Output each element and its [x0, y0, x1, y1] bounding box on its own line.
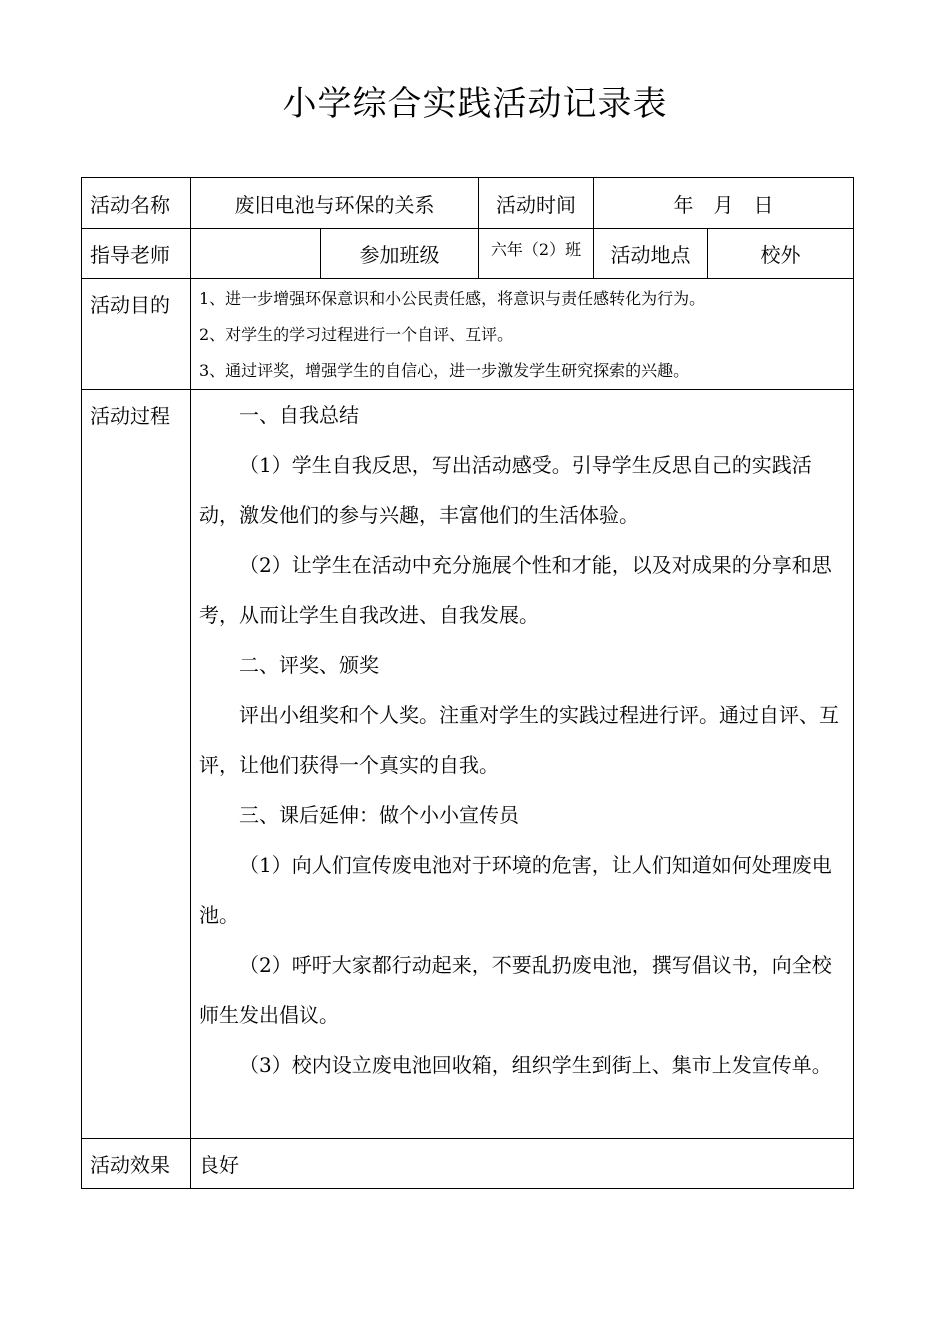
- process-content: [191, 390, 854, 1139]
- table-row: [82, 390, 854, 1139]
- effect-value: 良好: [191, 1139, 854, 1189]
- table-row: [82, 178, 854, 229]
- table-row: [82, 229, 854, 279]
- process-heading: 二、评奖、颁奖: [239, 653, 379, 677]
- table-row: [82, 279, 854, 390]
- class-value: 六年（2）班: [479, 229, 594, 279]
- teacher-value: [191, 229, 321, 279]
- location-value: 校外: [708, 229, 854, 279]
- activity-time-value: 年 月 日: [594, 178, 854, 229]
- process-paragraph: （1）学生自我反思，写出活动感受。引导学生反思自己的实践活动，激发他们的参与兴趣，丰富他们的生活体验。: [199, 453, 812, 527]
- process-label: 活动过程: [82, 390, 191, 1139]
- purpose-label: 活动目的: [82, 279, 191, 390]
- purpose-content: [191, 279, 854, 390]
- process-heading: 一、自我总结: [239, 403, 359, 427]
- process-paragraph: （1）向人们宣传废电池对于环境的危害，让人们知道如何处理废电池。: [199, 853, 832, 927]
- teacher-label: 指导老师: [82, 229, 191, 279]
- purpose-item: 1、进一步增强环保意识和小公民责任感，将意识与责任感转化为行为。: [199, 289, 706, 308]
- activity-name-value: 废旧电池与环保的关系: [191, 178, 479, 229]
- activity-time-label: 活动时间: [479, 178, 594, 229]
- process-paragraph: （3）校内设立废电池回收箱，组织学生到街上、集市上发宣传单。: [239, 1053, 832, 1077]
- activity-name-label: 活动名称: [82, 178, 191, 229]
- effect-label: 活动效果: [82, 1139, 191, 1189]
- page-title: 小学综合实践活动记录表: [282, 84, 668, 124]
- activity-record-table: [81, 177, 854, 1189]
- purpose-item: 2、对学生的学习过程进行一个自评、互评。: [199, 325, 514, 344]
- process-paragraph: （2）呼吁大家都行动起来，不要乱扔废电池，撰写倡议书，向全校师生发出倡议。: [199, 953, 832, 1027]
- location-label: 活动地点: [594, 229, 708, 279]
- class-label: 参加班级: [321, 229, 479, 279]
- process-paragraph: 评出小组奖和个人奖。注重对学生的实践过程进行评。通过自评、互评，让他们获得一个真实的自我。: [199, 703, 839, 777]
- purpose-item: 3、通过评奖，增强学生的自信心，进一步激发学生研究探索的兴趣。: [199, 361, 690, 380]
- process-paragraph: （2）让学生在活动中充分施展个性和才能，以及对成果的分享和思考，从而让学生自我改进、自我发展。: [199, 553, 832, 627]
- table-row: [82, 1139, 854, 1189]
- process-heading: 三、课后延伸：做个小小宣传员: [239, 803, 519, 827]
